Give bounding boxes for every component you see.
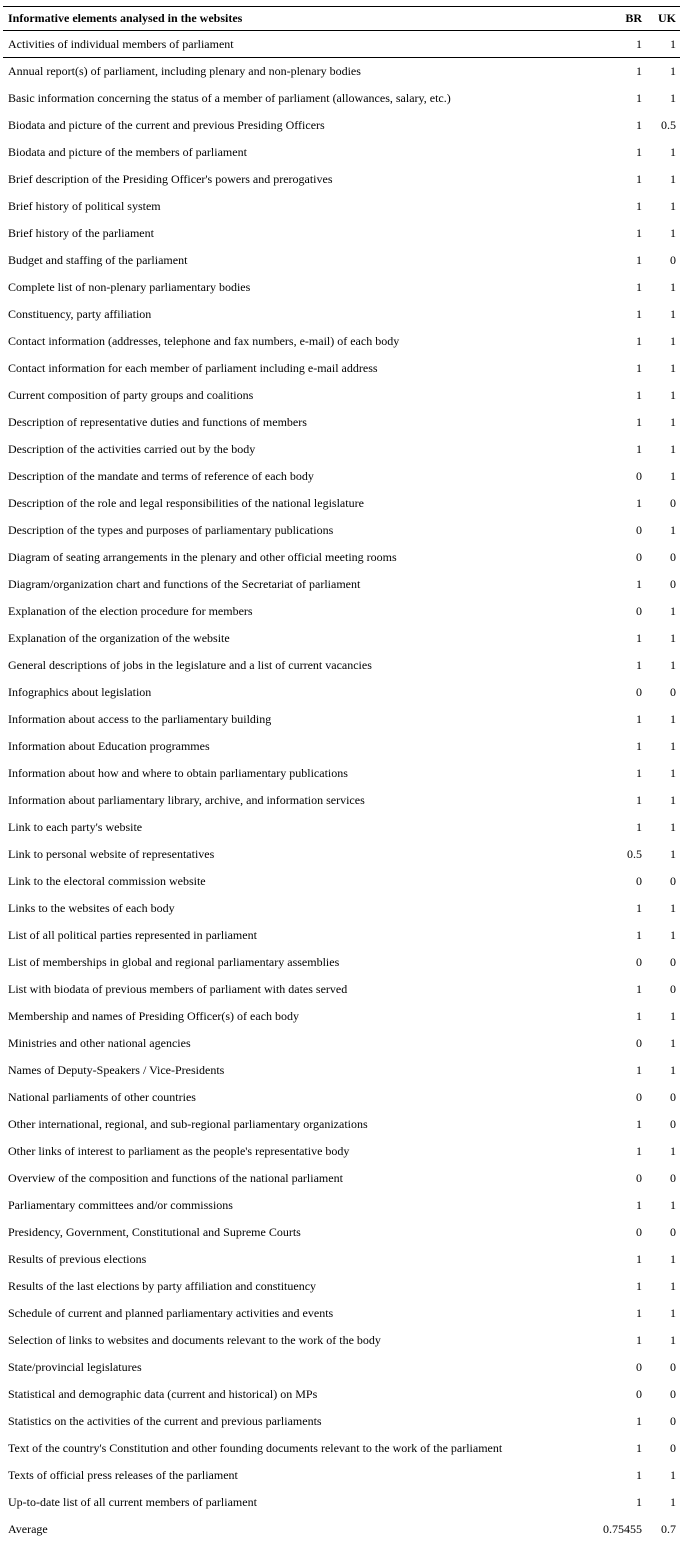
row-element-label: Diagram/organization chart and functions of the Secretariat of parliament	[8, 576, 361, 591]
row-br-value: 1	[593, 31, 646, 58]
row-br-value: 1	[636, 414, 642, 429]
header-br: BR	[625, 11, 642, 25]
row-uk-value: 1	[670, 927, 676, 942]
row-element-label: Other international, regional, and sub-regional parliamentary organizations	[8, 1116, 368, 1131]
row-element-label: Description of the activities carried out by the body	[8, 441, 256, 456]
table-row	[3, 625, 680, 652]
average-uk-value: 0.7	[661, 1521, 676, 1536]
row-uk-value: 1	[670, 1278, 676, 1293]
row-element-label: State/provincial legislatures	[8, 1359, 142, 1374]
table-row	[3, 247, 680, 274]
row-element-label: Up-to-date list of all current members of parliament	[8, 1494, 257, 1509]
row-element-label: Brief history of the parliament	[8, 225, 154, 240]
row-element-label: Current composition of party groups and coalitions	[8, 387, 254, 402]
row-br-value: 1	[636, 1278, 642, 1293]
row-br-value: 1	[636, 765, 642, 780]
row-element-label: National parliaments of other countries	[8, 1089, 196, 1104]
informative-elements-table	[3, 6, 680, 1543]
table-row	[3, 1435, 680, 1462]
row-element-label: Complete list of non-plenary parliamentary bodies	[8, 279, 251, 294]
row-br-value: 0	[636, 873, 642, 888]
row-br-value: 1	[636, 198, 642, 213]
row-br-value: 1	[636, 792, 642, 807]
table-row	[3, 1273, 680, 1300]
row-element-label: Contact information (addresses, telephone and fax numbers, e-mail) of each body	[8, 333, 400, 348]
row-uk-value: 1	[670, 1467, 676, 1482]
row-br-value: 1	[636, 630, 642, 645]
row-uk-value: 1	[670, 1494, 676, 1509]
row-br-value: 0	[636, 1224, 642, 1239]
average-row	[3, 1516, 680, 1543]
row-element-label: Activities of individual members of parliament	[3, 31, 593, 58]
row-br-value: 1	[636, 1467, 642, 1482]
row-uk-value: 0	[670, 1440, 676, 1455]
row-br-value: 1	[636, 1197, 642, 1212]
row-uk-value: 0	[670, 1224, 676, 1239]
row-element-label: Contact information for each member of parliament including e-mail address	[8, 360, 378, 375]
table-row	[3, 868, 680, 895]
table-body	[3, 31, 680, 1543]
row-uk-value: 1	[670, 144, 676, 159]
row-br-value: 1	[636, 819, 642, 834]
row-element-label: Explanation of the organization of the website	[8, 630, 230, 645]
row-element-label: Annual report(s) of parliament, including plenary and non-plenary bodies	[8, 63, 361, 78]
table-row	[3, 193, 680, 220]
row-element-label: Description of the types and purposes of parliamentary publications	[8, 522, 334, 537]
row-uk-value: 1	[670, 738, 676, 753]
row-element-label: Link to each party's website	[8, 819, 143, 834]
row-br-value: 1	[636, 1413, 642, 1428]
row-element-label: Links to the websites of each body	[8, 900, 175, 915]
row-br-value: 1	[636, 981, 642, 996]
row-element-label: Brief history of political system	[8, 198, 161, 213]
row-uk-value: 1	[670, 522, 676, 537]
row-br-value: 1	[636, 1440, 642, 1455]
row-br-value: 0	[636, 1359, 642, 1374]
row-br-value: 0	[636, 684, 642, 699]
row-uk-value: 1	[670, 765, 676, 780]
row-element-label: Basic information concerning the status of a member of parliament (allowances, salary, etc.)	[8, 90, 451, 105]
row-uk-value: 1	[670, 360, 676, 375]
row-br-value: 1	[636, 171, 642, 186]
row-element-label: Information about Education programmes	[8, 738, 210, 753]
row-element-label: Results of the last elections by party affiliation and constituency	[8, 1278, 317, 1293]
table-row	[3, 409, 680, 436]
row-element-label: Statistics on the activities of the current and previous parliaments	[8, 1413, 322, 1428]
table-row	[3, 1057, 680, 1084]
row-element-label: Explanation of the election procedure for members	[8, 603, 253, 618]
row-br-value: 1	[636, 900, 642, 915]
row-uk-value: 0.5	[661, 117, 676, 132]
table-row	[3, 598, 680, 625]
row-uk-value: 1	[670, 711, 676, 726]
row-element-label: Presidency, Government, Constitutional and Supreme Courts	[8, 1224, 301, 1239]
row-element-label: Link to personal website of representatives	[8, 846, 215, 861]
row-br-value: 1	[636, 333, 642, 348]
row-uk-value: 1	[670, 333, 676, 348]
row-uk-value: 1	[670, 225, 676, 240]
table-row	[3, 841, 680, 868]
table-row	[3, 85, 680, 112]
table-row	[3, 112, 680, 139]
row-element-label: List of all political parties represented in parliament	[8, 927, 257, 942]
table-row	[3, 31, 680, 58]
row-element-label: Infographics about legislation	[8, 684, 152, 699]
table-row	[3, 436, 680, 463]
row-uk-value: 0	[670, 981, 676, 996]
table-row	[3, 166, 680, 193]
row-br-value: 1	[636, 1143, 642, 1158]
row-uk-value: 1	[670, 846, 676, 861]
row-uk-value: 0	[670, 873, 676, 888]
row-br-value: 1	[636, 360, 642, 375]
row-br-value: 1	[636, 711, 642, 726]
row-element-label: Information about parliamentary library, archive, and information services	[8, 792, 365, 807]
row-uk-value: 1	[670, 1251, 676, 1266]
row-br-value: 1	[636, 252, 642, 267]
row-br-value: 0	[636, 1035, 642, 1050]
row-uk-value: 1	[646, 31, 680, 58]
row-uk-value: 1	[670, 441, 676, 456]
table-row	[3, 1327, 680, 1354]
row-uk-value: 1	[670, 603, 676, 618]
row-uk-value: 0	[670, 1413, 676, 1428]
table-row	[3, 895, 680, 922]
row-br-value: 1	[636, 279, 642, 294]
row-br-value: 0	[636, 954, 642, 969]
row-uk-value: 1	[670, 198, 676, 213]
table-row	[3, 1084, 680, 1111]
row-br-value: 1	[636, 1008, 642, 1023]
header-row	[3, 7, 680, 31]
table-row	[3, 787, 680, 814]
average-label: Average	[8, 1521, 48, 1536]
row-element-label: Selection of links to websites and documents relevant to the work of the body	[8, 1332, 381, 1347]
row-br-value: 1	[636, 225, 642, 240]
table-row	[3, 1165, 680, 1192]
average-br-value: 0.75455	[603, 1521, 642, 1536]
table-row	[3, 652, 680, 679]
row-br-value: 1	[636, 1305, 642, 1320]
row-element-label: Other links of interest to parliament as the people's representative body	[8, 1143, 350, 1158]
table-row	[3, 1111, 680, 1138]
row-uk-value: 0	[670, 1089, 676, 1104]
row-element-label: Brief description of the Presiding Officer's powers and prerogatives	[8, 171, 333, 186]
table-row	[3, 1462, 680, 1489]
row-br-value: 0	[636, 1089, 642, 1104]
row-element-label: Biodata and picture of the members of parliament	[8, 144, 247, 159]
row-uk-value: 1	[670, 1197, 676, 1212]
row-br-value: 1	[636, 1332, 642, 1347]
row-element-label: Names of Deputy-Speakers / Vice-Presidents	[8, 1062, 225, 1077]
table-row	[3, 1300, 680, 1327]
row-uk-value: 1	[670, 630, 676, 645]
table-header	[3, 7, 680, 31]
table-row	[3, 1003, 680, 1030]
table-row	[3, 1192, 680, 1219]
row-element-label: Diagram of seating arrangements in the plenary and other official meeting rooms	[8, 549, 397, 564]
table-row	[3, 1030, 680, 1057]
row-br-value: 1	[636, 144, 642, 159]
row-uk-value: 0	[670, 1359, 676, 1374]
row-element-label: Budget and staffing of the parliament	[8, 252, 188, 267]
row-element-label: Ministries and other national agencies	[8, 1035, 191, 1050]
row-element-label: Parliamentary committees and/or commissions	[8, 1197, 233, 1212]
table-row	[3, 922, 680, 949]
row-element-label: Membership and names of Presiding Officer(s) of each body	[8, 1008, 300, 1023]
table-row	[3, 679, 680, 706]
row-uk-value: 1	[670, 792, 676, 807]
row-br-value: 1	[636, 1062, 642, 1077]
header-uk: UK	[658, 11, 676, 25]
table-row	[3, 382, 680, 409]
row-uk-value: 1	[670, 306, 676, 321]
row-uk-value: 1	[670, 1305, 676, 1320]
row-uk-value: 1	[670, 819, 676, 834]
table-row	[3, 463, 680, 490]
row-br-value: 1	[636, 1116, 642, 1131]
row-uk-value: 1	[670, 1143, 676, 1158]
table-row	[3, 355, 680, 382]
row-uk-value: 0	[670, 684, 676, 699]
table-row	[3, 1138, 680, 1165]
table-row	[3, 274, 680, 301]
table-row	[3, 760, 680, 787]
row-br-value: 1	[636, 1494, 642, 1509]
table-row	[3, 949, 680, 976]
row-br-value: 1	[636, 63, 642, 78]
table-row	[3, 301, 680, 328]
row-uk-value: 1	[670, 1332, 676, 1347]
row-br-value: 1	[636, 657, 642, 672]
row-uk-value: 0	[670, 495, 676, 510]
row-uk-value: 1	[670, 414, 676, 429]
row-uk-value: 1	[670, 1008, 676, 1023]
row-element-label: Constituency, party affiliation	[8, 306, 152, 321]
row-br-value: 0	[636, 549, 642, 564]
row-br-value: 0	[636, 468, 642, 483]
row-element-label: Schedule of current and planned parliamentary activities and events	[8, 1305, 334, 1320]
row-uk-value: 0	[670, 1170, 676, 1185]
row-element-label: List of memberships in global and regional parliamentary assemblies	[8, 954, 340, 969]
row-uk-value: 0	[670, 576, 676, 591]
table-row	[3, 976, 680, 1003]
table-row	[3, 58, 680, 85]
row-br-value: 1	[636, 306, 642, 321]
row-element-label: Information about access to the parliamentary building	[8, 711, 272, 726]
row-uk-value: 0	[670, 954, 676, 969]
row-element-label: Information about how and where to obtain parliamentary publications	[8, 765, 348, 780]
table-row	[3, 1354, 680, 1381]
row-uk-value: 1	[670, 468, 676, 483]
row-br-value: 0	[636, 522, 642, 537]
row-br-value: 0.5	[627, 846, 642, 861]
row-br-value: 0	[636, 1170, 642, 1185]
row-uk-value: 1	[670, 387, 676, 402]
row-uk-value: 1	[670, 171, 676, 186]
row-uk-value: 1	[670, 63, 676, 78]
row-br-value: 1	[636, 1251, 642, 1266]
row-br-value: 1	[636, 576, 642, 591]
header-element: Informative elements analysed in the websites	[8, 11, 243, 25]
table-row	[3, 706, 680, 733]
row-uk-value: 1	[670, 90, 676, 105]
row-element-label: Description of representative duties and functions of members	[8, 414, 307, 429]
table-row	[3, 490, 680, 517]
table-row	[3, 139, 680, 166]
row-br-value: 1	[636, 441, 642, 456]
row-uk-value: 0	[670, 1386, 676, 1401]
row-uk-value: 0	[670, 252, 676, 267]
row-br-value: 1	[636, 738, 642, 753]
row-uk-value: 0	[670, 549, 676, 564]
table-row	[3, 1219, 680, 1246]
row-uk-value: 1	[670, 1035, 676, 1050]
row-br-value: 1	[636, 387, 642, 402]
table-row	[3, 1246, 680, 1273]
table-row	[3, 1408, 680, 1435]
table-row	[3, 733, 680, 760]
row-uk-value: 0	[670, 1116, 676, 1131]
row-element-label: Link to the electoral commission website	[8, 873, 206, 888]
row-br-value: 0	[636, 1386, 642, 1401]
row-br-value: 1	[636, 90, 642, 105]
table-row	[3, 1489, 680, 1516]
row-element-label: Statistical and demographic data (current and historical) on MPs	[8, 1386, 318, 1401]
table-row	[3, 517, 680, 544]
table-row	[3, 328, 680, 355]
row-element-label: General descriptions of jobs in the legislature and a list of current vacancies	[8, 657, 372, 672]
table-row	[3, 220, 680, 247]
row-element-label: Texts of official press releases of the parliament	[8, 1467, 238, 1482]
row-br-value: 1	[636, 927, 642, 942]
row-element-label: Description of the role and legal responsibilities of the national legislature	[8, 495, 364, 510]
table-row	[3, 1381, 680, 1408]
row-uk-value: 1	[670, 279, 676, 294]
row-br-value: 1	[636, 117, 642, 132]
row-uk-value: 1	[670, 657, 676, 672]
row-element-label: Description of the mandate and terms of reference of each body	[8, 468, 314, 483]
row-br-value: 0	[636, 603, 642, 618]
row-uk-value: 1	[670, 900, 676, 915]
row-element-label: Results of previous elections	[8, 1251, 147, 1266]
table-row	[3, 814, 680, 841]
row-element-label: Text of the country's Constitution and other founding documents relevant to the work of the parliament	[8, 1440, 503, 1455]
row-element-label: List with biodata of previous members of parliament with dates served	[8, 981, 348, 996]
row-element-label: Biodata and picture of the current and previous Presiding Officers	[8, 117, 325, 132]
table-row	[3, 544, 680, 571]
row-uk-value: 1	[670, 1062, 676, 1077]
table-row	[3, 571, 680, 598]
row-br-value: 1	[636, 495, 642, 510]
row-element-label: Overview of the composition and functions of the national parliament	[8, 1170, 343, 1185]
